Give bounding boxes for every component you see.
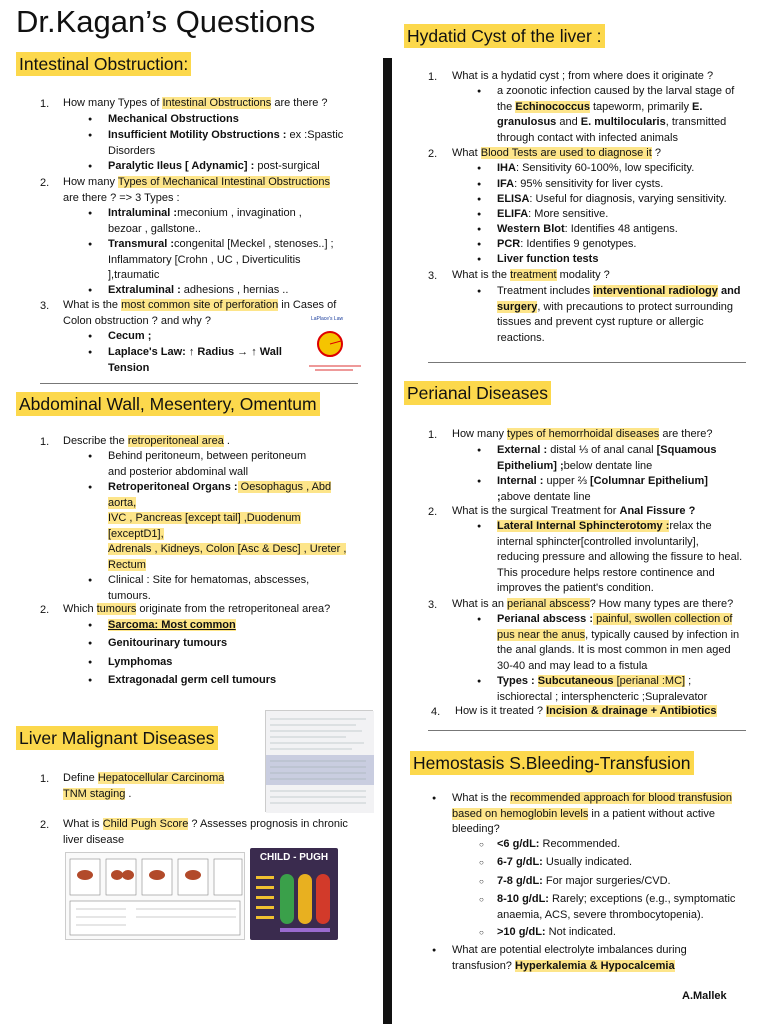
list-item: ● Insufficient Motility Obstructions : ex :Spastic Disorders: [108, 128, 343, 159]
section-divider: [428, 730, 746, 731]
list-item: ○ 6-7 g/dL: Usually indicated.: [497, 855, 632, 871]
list-item: ● Paralytic Ileus [ Adynamic] : post-surgical: [108, 159, 320, 175]
list-item: ● Cecum ;: [108, 329, 151, 345]
laplace-circle-icon: [305, 314, 365, 374]
page-title: Dr.Kagan’s Questions: [16, 4, 316, 39]
list-item: ● Intraluminal :meconium , invagination , bezoar , gallstone..: [108, 206, 302, 237]
question-text: What Blood Tests are used to diagnose it ?: [452, 147, 661, 159]
author-signature: A.Mallek: [682, 990, 727, 1002]
list-item: ● a zoonotic infection caused by the larval stage of the Echinococcus tapeworm, primarily E. granulosus and E. multilocularis, transmitted through contact with infected animals: [497, 84, 734, 146]
section-heading: Intestinal Obstruction:: [16, 52, 191, 76]
list-item: ● Clinical : Site for hematomas, abscesses, tumours.: [108, 573, 309, 604]
list-item: ● Laplace's Law: ↑ Radius → ↑ Wall Tension: [108, 345, 282, 376]
child-pugh-label: CHILD - PUGH: [259, 852, 329, 863]
section-divider: [428, 362, 746, 363]
list-item: ● Types : Subcutaneous [perianal :MC] ; ischiorectal ; intersphencteric ;Supralevator: [497, 674, 707, 705]
list-item: ● Transmural :congenital [Meckel , stenoses..] ; Inflammatory [Crohn , UC , Diverticulitis ],traumatic: [108, 237, 334, 284]
question-text: What is the most common site of perforation in Cases of Colon obstruction ? and why ?: [63, 299, 337, 327]
list-item: ● What are potential electrolyte imbalances during transfusion? Hyperkalemia & Hypocalcemia: [452, 943, 687, 974]
section-heading: Abdominal Wall, Mesentery, Omentum: [16, 392, 320, 416]
list-item: ● IHA: Sensitivity 60-100%, low specificity.: [497, 161, 694, 177]
list-item: ● External : distal ⅓ of anal canal [Squamous Epithelium] ;below dentate line: [497, 443, 717, 474]
list-item: ● Liver function tests: [497, 252, 598, 268]
list-item: ● ELISA: Useful for diagnosis, varying sensitivity.: [497, 192, 727, 208]
list-item: ● Sarcoma: Most common: [108, 618, 236, 634]
laplace-caption: LaPlace's Law: [311, 316, 344, 322]
tnm-table-image: [265, 710, 373, 812]
laplace-figure: [305, 314, 365, 374]
question-text: What is the treatment modality ?: [452, 269, 610, 281]
list-item: ● ELIFA: More sensitive.: [497, 207, 608, 223]
list-item: ● Lymphomas: [108, 655, 172, 671]
list-item: ○ 7-8 g/dL: For major surgeries/CVD.: [497, 874, 671, 890]
list-item: ● Extragonadal germ cell tumours: [108, 673, 276, 689]
section-heading: Hydatid Cyst of the liver :: [404, 24, 605, 48]
list-item: ● Extraluminal : adhesions , hernias ..: [108, 283, 288, 299]
question-text: Describe the retroperitoneal area .: [63, 435, 230, 447]
list-item: ● Genitourinary tumours: [108, 636, 227, 652]
list-item: ● Western Blot: Identifies 48 antigens.: [497, 222, 678, 238]
list-item: ● Behind peritoneum, between peritoneum and posterior abdominal wall: [108, 449, 306, 480]
list-item: ● Lateral Internal Sphincterotomy :relax the internal sphincter[controlled involuntarily], reducing pressure and allowing the fissure to heal. This procedure helps restore continence and improves the patient's condition.: [497, 519, 742, 597]
question-text: Define Hepatocellular Carcinoma TNM staging .: [63, 772, 225, 800]
section-divider: [40, 383, 358, 384]
list-item: ● Internal : upper ⅔ [Columnar Epithelium] ;above dentate line: [497, 474, 708, 505]
list-item: ○ >10 g/dL: Not indicated.: [497, 925, 616, 941]
question-text: What is an perianal abscess? How many types are there?: [452, 598, 734, 610]
list-item: ○ 8-10 g/dL: Rarely; exceptions (e.g., symptomatic anaemia, ACS, severe thrombocytopenia).: [497, 892, 735, 923]
list-item: ● Mechanical Obstructions: [108, 112, 239, 128]
list-item: ● IFA: 95% sensitivity for liver cysts.: [497, 177, 663, 193]
list-item: ● What is the recommended approach for blood transfusion based on hemoglobin levels in a patient without active bleeding?: [452, 791, 732, 838]
question-text: What is Child Pugh Score ? Assesses prognosis in chronic liver disease: [63, 818, 348, 846]
column-divider: [383, 58, 392, 1024]
question-text: How is it treated ? Incision & drainage + Antibiotics: [455, 705, 717, 717]
question-text: How many Types of Mechanical Intestinal Obstructions are there ? => 3 Types :: [63, 176, 330, 204]
question-text: Which tumours originate from the retroperitoneal area?: [63, 603, 331, 615]
section-heading: Perianal Diseases: [404, 381, 551, 405]
list-item: ● Retroperitoneal Organs : Oesophagus , Abd aorta, IVC , Pancreas [except tail] ,Duodenum [exceptD1], Adrenals , Kidneys, Colon [Asc & Desc] , Ureter , Rectum: [108, 480, 346, 573]
list-item: ○ <6 g/dL: Recommended.: [497, 837, 620, 853]
list-item: ● Treatment includes interventional radiology and surgery, with precautions to protect surrounding tissues and prevent cyst rupture or allergic reactions.: [497, 284, 741, 346]
question-text: What is the surgical Treatment for Anal Fissure ?: [452, 505, 696, 517]
list-item: ● PCR: Identifies 9 genotypes.: [497, 237, 636, 253]
child-pugh-image: [250, 848, 338, 940]
question-text: How many types of hemorrhoidal diseases are there?: [452, 428, 713, 440]
child-pugh-flowchart-image: [65, 852, 245, 940]
section-heading: Liver Malignant Diseases: [16, 726, 218, 750]
section-heading: Hemostasis S.Bleeding-Transfusion: [410, 751, 694, 775]
question-text: What is a hydatid cyst ; from where does it originate ?: [452, 70, 714, 82]
list-item: ● Perianal abscess : painful, swollen collection of pus near the anus, typically caused by infection in the anal glands. It is most common in men aged 30-40 and may lead to a fistula: [497, 612, 739, 674]
question-text: How many Types of Intestinal Obstructions are there ?: [63, 97, 328, 109]
